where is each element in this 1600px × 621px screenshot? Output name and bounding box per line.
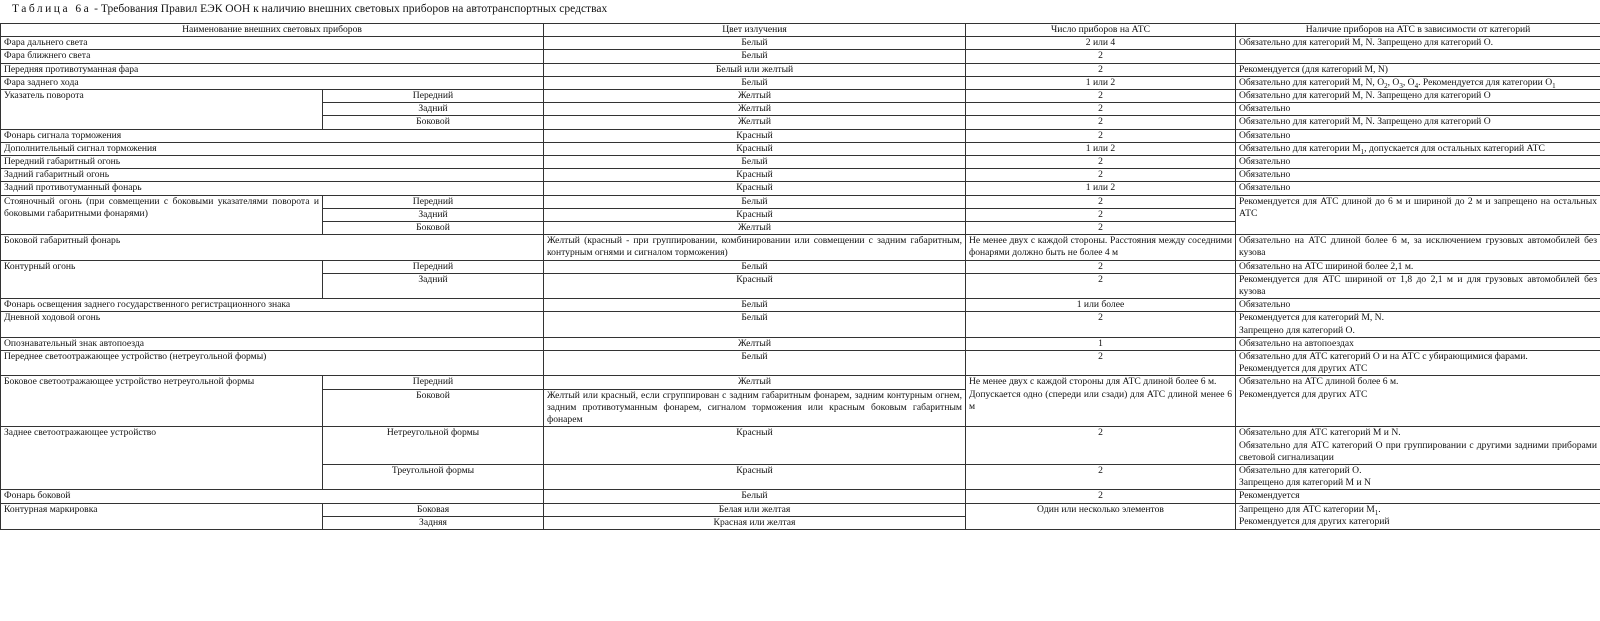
cell-count: 2 — [966, 156, 1236, 169]
cell-subtype: Передний — [323, 376, 544, 389]
table-row — [1, 195, 1600, 208]
cell-presence: Обязательно на АТС шириной более 2,1 м. — [1236, 260, 1600, 273]
cell-name: Задний противотуманный фонарь — [1, 182, 544, 195]
cell-color: Красный — [544, 427, 966, 465]
cell-color: Желтый — [544, 116, 966, 129]
table-row — [1, 351, 1600, 376]
cell-color: Желтый или красный, если сгруппирован с задним габаритным фонарем, задним контурным огнем, задним противотуманным фонарем, сигналом торможения или красным боковым габаритным фонарем — [544, 389, 966, 427]
table-row — [1, 37, 1600, 50]
cell-subtype: Боковой — [323, 116, 544, 129]
cell-count: 2 — [966, 351, 1236, 376]
header-presence: Наличие приборов на АТС в зависимости от категорий — [1236, 24, 1600, 37]
presence-text: Обязательно для категорий M, N, O — [1239, 76, 1385, 88]
subscript: 1 — [1360, 147, 1365, 156]
cell-presence: Обязательно на автопоездах — [1236, 337, 1600, 350]
table-row — [1, 50, 1600, 63]
table-title-text: - Требования Правил ЕЭК ООН к наличию внешних световых приборов на автотранспортных средствах — [94, 3, 608, 15]
cell-count: 1 — [966, 337, 1236, 350]
cell-subtype: Задний — [323, 103, 544, 116]
presence-text: , O — [1387, 76, 1400, 88]
cell-color: Белый — [544, 50, 966, 63]
count-line: Допускается одно (спереди или сзади) для АТС длиной менее 6 м — [969, 388, 1232, 412]
cell-name: Фара заднего хода — [1, 76, 544, 89]
cell-name: Фонарь боковой — [1, 490, 544, 503]
presence-line: Рекомендуется для других категорий — [1239, 515, 1390, 527]
cell-color: Желтый — [544, 337, 966, 350]
table-row — [1, 427, 1600, 465]
subscript: 1 — [1374, 508, 1379, 517]
presence-line: Запрещено для категорий O. — [1239, 324, 1355, 336]
table-row — [1, 156, 1600, 169]
presence-line: Рекомендуется для других АТС — [1239, 388, 1368, 400]
cell-name: Фара ближнего света — [1, 50, 544, 63]
cell-subtype: Передний — [323, 90, 544, 103]
cell-color: Красная или желтая — [544, 516, 966, 529]
cell-count — [966, 376, 1236, 427]
presence-text: , O — [1402, 76, 1415, 88]
cell-presence: Рекомендуется для АТС шириной от 1,8 до 2,1 м и для грузовых автомобилей без кузова — [1236, 273, 1600, 298]
cell-name: Боковое светоотражающее устройство нетреугольной формы — [1, 376, 323, 427]
table-row — [1, 503, 1600, 516]
cell-color: Белый — [544, 156, 966, 169]
cell-count: 2 — [966, 63, 1236, 76]
cell-count: 2 — [966, 129, 1236, 142]
cell-name: Задний габаритный огонь — [1, 169, 544, 182]
table-row — [1, 337, 1600, 350]
presence-line: Запрещено для категорий M и N — [1239, 477, 1371, 489]
cell-count: 2 — [966, 260, 1236, 273]
cell-presence: Обязательно — [1236, 129, 1600, 142]
cell-presence — [1236, 464, 1600, 489]
table-caption: Таблица 6а — [12, 3, 92, 15]
cell-color: Белая или желтая — [544, 503, 966, 516]
table-row — [1, 182, 1600, 195]
cell-subtype: Боковая — [323, 503, 544, 516]
cell-name: Указатель поворота — [1, 90, 323, 130]
cell-color: Красный — [544, 273, 966, 298]
cell-presence: Обязательно на АТС длиной более 6 м, за исключением грузовых автомобилей без кузова — [1236, 235, 1600, 260]
header-count: Число приборов на АТС — [966, 24, 1236, 37]
cell-presence — [1236, 142, 1600, 155]
presence-line — [1239, 504, 1597, 516]
table-row — [1, 376, 1600, 389]
subscript: 4 — [1414, 81, 1419, 90]
cell-name: Фонарь освещения заднего государственного регистрационного знака — [1, 299, 544, 312]
cell-presence: Рекомендуется — [1236, 490, 1600, 503]
presence-text: Обязательно для категории M — [1239, 142, 1361, 154]
cell-name: Боковой габаритный фонарь — [1, 235, 544, 260]
cell-name: Передний габаритный огонь — [1, 156, 544, 169]
cell-subtype: Задняя — [323, 516, 544, 529]
cell-count: 2 или 4 — [966, 37, 1236, 50]
count-line: Не менее двух с каждой стороны для АТС длиной более 6 м. — [969, 376, 1217, 388]
cell-color: Желтый (красный - при группировании, комбинировании или совмещении с задним габаритным, контурным огнями и сигналом торможения) — [544, 235, 966, 260]
table-title — [12, 3, 607, 15]
cell-count: 2 — [966, 208, 1236, 221]
table-row — [1, 312, 1600, 337]
cell-name: Дневной ходовой огонь — [1, 312, 544, 337]
cell-presence: Обязательно — [1236, 299, 1600, 312]
presence-text: . Рекомендуется для категории O — [1418, 76, 1553, 88]
subscript: 1 — [1552, 81, 1556, 90]
cell-color: Белый — [544, 351, 966, 376]
cell-presence: Обязательно для категорий M, N. Запрещено для категорий O — [1236, 116, 1600, 129]
cell-presence — [1236, 76, 1600, 89]
table-row — [1, 129, 1600, 142]
cell-presence: Обязательно — [1236, 103, 1600, 116]
lighting-requirements-table — [0, 23, 1600, 530]
cell-presence: Обязательно для категорий M, N. Запрещено для категорий O — [1236, 90, 1600, 103]
cell-count: 2 — [966, 464, 1236, 489]
presence-text: Запрещено для АТС категории M — [1239, 503, 1375, 515]
presence-line: Обязательно для АТС категорий M и N. — [1239, 427, 1401, 439]
cell-presence: Рекомендуется (для категорий M, N) — [1236, 63, 1600, 76]
table-row — [1, 260, 1600, 273]
cell-presence — [1236, 427, 1600, 465]
cell-name: Контурный огонь — [1, 260, 323, 299]
presence-line: Рекомендуется для категорий M, N. — [1239, 312, 1384, 324]
cell-name: Опознавательный знак автопоезда — [1, 337, 544, 350]
cell-presence — [1236, 351, 1600, 376]
cell-count: 2 — [966, 312, 1236, 337]
cell-count: Один или несколько элементов — [966, 503, 1236, 529]
cell-name: Фара дальнего света — [1, 37, 544, 50]
cell-subtype: Нетреугольной формы — [323, 427, 544, 465]
cell-presence: Обязательно для категорий M, N. Запрещено для категорий O. — [1236, 37, 1600, 50]
cell-color: Красный — [544, 464, 966, 489]
cell-count: 1 или 2 — [966, 76, 1236, 89]
cell-color: Красный — [544, 142, 966, 155]
cell-presence — [1236, 312, 1600, 337]
table-row — [1, 63, 1600, 76]
cell-color: Красный — [544, 169, 966, 182]
cell-count: 2 — [966, 50, 1236, 63]
cell-count: 2 — [966, 90, 1236, 103]
cell-color: Белый — [544, 37, 966, 50]
cell-subtype: Задний — [323, 208, 544, 221]
cell-presence: Обязательно — [1236, 156, 1600, 169]
cell-color: Белый — [544, 312, 966, 337]
subscript: 2 — [1384, 81, 1388, 90]
cell-count: 2 — [966, 490, 1236, 503]
cell-count: 1 или 2 — [966, 182, 1236, 195]
table-row — [1, 76, 1600, 89]
table-row — [1, 142, 1600, 155]
cell-presence — [1236, 376, 1600, 427]
cell-name: Фонарь сигнала торможения — [1, 129, 544, 142]
cell-color: Белый — [544, 299, 966, 312]
cell-subtype: Треугольной формы — [323, 464, 544, 489]
header-color: Цвет излучения — [544, 24, 966, 37]
presence-line: Обязательно на АТС длиной более 6 м. — [1239, 376, 1399, 388]
cell-color: Белый или желтый — [544, 63, 966, 76]
cell-color: Желтый — [544, 376, 966, 389]
cell-count: 1 или более — [966, 299, 1236, 312]
cell-color: Белый — [544, 260, 966, 273]
cell-subtype: Передний — [323, 195, 544, 208]
presence-text: . — [1378, 503, 1381, 515]
cell-count: 2 — [966, 116, 1236, 129]
cell-count: 1 или 2 — [966, 142, 1236, 155]
cell-count: 2 — [966, 103, 1236, 116]
cell-count: 2 — [966, 427, 1236, 465]
header-name: Наименование внешних световых приборов — [1, 24, 544, 37]
table-header-row — [1, 24, 1600, 37]
cell-presence: Рекомендуется для АТС длиной до 6 м и шириной до 2 м и запрещено на остальных АТС — [1236, 195, 1600, 235]
cell-color: Белый — [544, 490, 966, 503]
presence-text: , допускается для остальных категорий АТС — [1364, 142, 1545, 154]
cell-name: Дополнительный сигнал торможения — [1, 142, 544, 155]
table-row — [1, 169, 1600, 182]
cell-presence — [1236, 50, 1600, 63]
table-row — [1, 490, 1600, 503]
cell-presence: Обязательно — [1236, 182, 1600, 195]
presence-line: Обязательно для АТС категорий O при группировании с другими задними приборами световой сигнализации — [1239, 439, 1597, 463]
cell-color: Желтый — [544, 103, 966, 116]
table-row — [1, 235, 1600, 260]
cell-presence — [1236, 503, 1600, 529]
cell-color: Красный — [544, 182, 966, 195]
cell-subtype: Боковой — [323, 222, 544, 235]
cell-count: 2 — [966, 222, 1236, 235]
cell-color: Белый — [544, 195, 966, 208]
cell-name: Переднее светоотражающее устройство (нетреугольной формы) — [1, 351, 544, 376]
cell-name: Контурная маркировка — [1, 503, 323, 529]
cell-color: Желтый — [544, 222, 966, 235]
cell-color: Желтый — [544, 90, 966, 103]
cell-count: 2 — [966, 169, 1236, 182]
cell-count: Не менее двух с каждой стороны. Расстояния между соседними фонарями должно быть не более 4 м — [966, 235, 1236, 260]
cell-count: 2 — [966, 273, 1236, 298]
cell-name: Стояночный огонь (при совмещении с боковыми указателями поворота и боковыми габаритными фонарями) — [1, 195, 323, 235]
table-row — [1, 299, 1600, 312]
presence-line: Обязательно для категорий O. — [1239, 464, 1362, 476]
cell-name: Передняя противотуманная фара — [1, 63, 544, 76]
cell-color: Красный — [544, 129, 966, 142]
cell-count: 2 — [966, 195, 1236, 208]
cell-subtype: Задний — [323, 273, 544, 298]
cell-subtype: Передний — [323, 260, 544, 273]
subscript: 3 — [1399, 81, 1403, 90]
cell-color: Белый — [544, 76, 966, 89]
cell-subtype: Боковой — [323, 389, 544, 427]
cell-name: Заднее светоотражающее устройство — [1, 427, 323, 490]
presence-line: Обязательно для АТС категорий O и на АТС с убирающимися фарами. — [1239, 351, 1528, 363]
presence-line: Рекомендуется для других АТС — [1239, 363, 1368, 375]
cell-color: Красный — [544, 208, 966, 221]
table-row — [1, 90, 1600, 103]
cell-presence: Обязательно — [1236, 169, 1600, 182]
